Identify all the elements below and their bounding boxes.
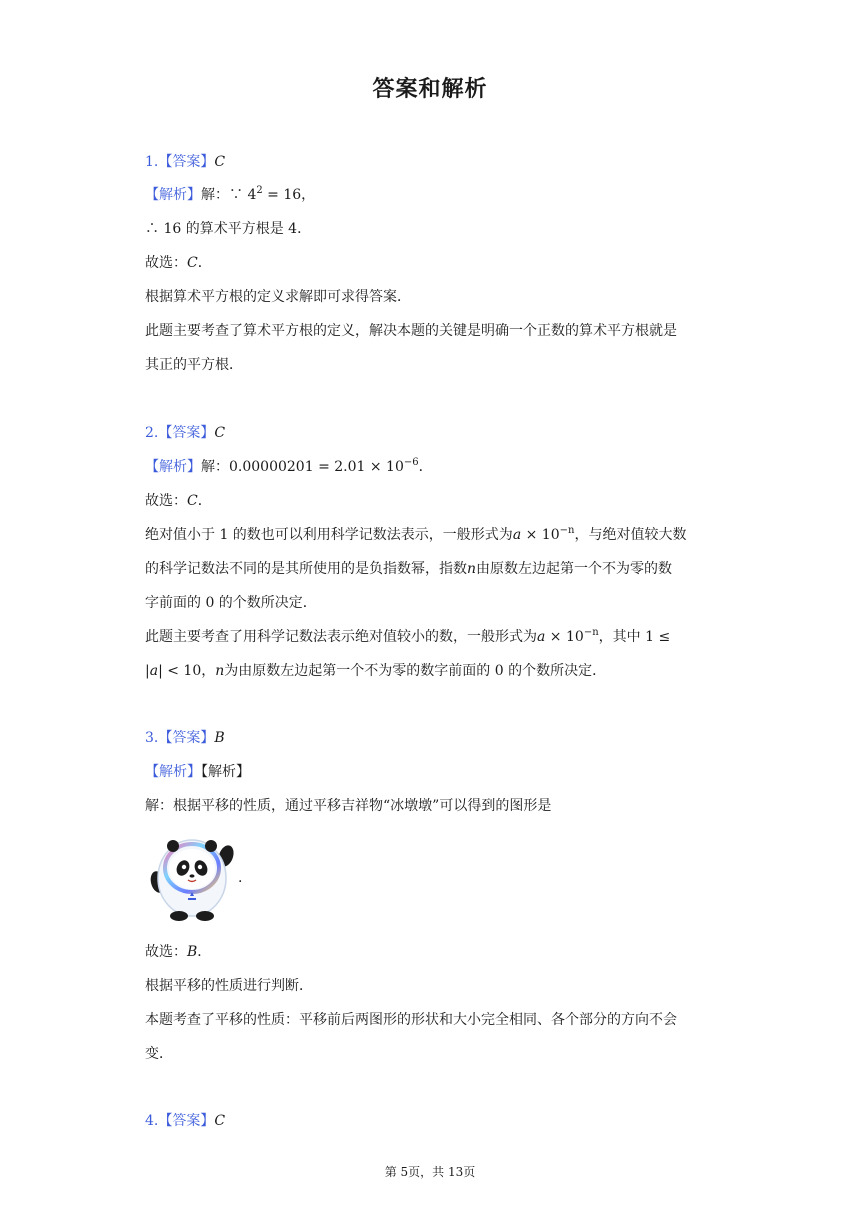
q3-choice-line [145,941,211,961]
q2-text: ，其中 1 ≤ [598,629,671,645]
q2-answer-tag: 【答案】 [158,425,215,441]
q2-text: × 10 [545,629,584,645]
q2-analysis-line-4 [145,558,672,578]
q2-math-var: a [149,663,159,679]
q3-analysis-line-3: 根据平移的性质进行判断． [145,978,313,994]
q2-text: 此题主要考查了用科学记数法表示绝对值较小的数，一般形式为 [145,629,537,645]
q1-number: 1. [145,154,159,170]
q1-analysis-line-6: 其正的平方根． [145,357,243,373]
q3-answer-line [145,727,225,747]
q2-text: ． [418,459,433,475]
q3-analysis-line-4: 本题考查了平移的性质：平移前后两图形的形状和大小完全相同、各个部分的方向不会 [145,1012,677,1028]
page-footer: 第 5页，共 13页 [384,1165,476,1179]
q1-text: 解：∵ 4 [201,187,257,203]
q2-answer-value: C [214,425,226,441]
q3-number: 3. [145,730,159,746]
q2-choice-line [145,490,212,510]
q1-analysis-line-4: 根据算术平方根的定义求解即可求得答案． [145,289,411,305]
q1-answer-value: C [214,154,226,170]
q4-answer-line [145,1110,225,1130]
q3-answer-value: B [214,730,225,746]
q2-math-var: a [512,527,522,543]
q1-analysis-tag: 【解析】 [145,187,201,203]
q2-superscript: −n [559,525,575,536]
q3-analysis-tag: 【解析】 [145,764,201,780]
q2-text: | < 10， [158,663,216,679]
q1-text: ． [197,255,212,271]
q3-text: 故选： [145,944,187,960]
q3-answer-tag: 【答案】 [158,730,215,746]
q4-answer-tag: 【答案】 [158,1113,215,1129]
mascot-panda-image [146,832,238,922]
q2-text: 的科学记数法不同的是其所使用的是负指数幂，指数 [145,561,467,577]
q2-analysis-line-5: 字前面的 0 的个数所决定． [145,595,317,611]
q2-analysis-line-1 [145,456,433,476]
q1-text: = 16， [262,187,316,203]
q1-analysis-line-1 [145,184,315,204]
q2-analysis-line-7 [145,660,606,680]
q2-text: ，与绝对值较大数 [574,527,687,543]
q2-analysis-tag: 【解析】 [145,459,201,475]
q4-number: 4. [145,1113,159,1129]
q2-analysis-line-3 [145,524,686,544]
q2-text: 绝对值小于 1 的数也可以利用科学记数法表示，一般形式为 [145,527,513,543]
q2-superscript: −n [583,627,599,638]
q2-math-var: a [537,629,546,645]
q2-math-var: n [467,561,477,577]
q2-text: 故选： [145,493,187,509]
q1-answer-tag: 【答案】 [158,154,215,170]
q2-math-var: n [215,663,225,679]
q1-text: 故选： [145,255,187,271]
q2-analysis-line-6 [145,626,670,646]
q2-text: ． [197,493,212,509]
q1-answer-line [145,151,225,171]
q3-text: ． [197,944,212,960]
q1-analysis-line-2: ∴ 16 的算术平方根是 4． [145,221,312,237]
q2-choice-value: C [187,493,198,509]
q2-text: | [145,663,150,679]
q1-superscript: 2 [256,185,263,196]
q2-text: 为由原数左边起第一个不为零的数字前面的 0 的个数所决定． [224,663,607,679]
q2-number: 2. [145,425,159,441]
q3-analysis-line-1: 解：根据平移的性质，通过平移吉祥物“冰墩墩”可以得到的图形是 [145,798,552,814]
q2-answer-line [145,422,225,442]
q3-analysis-tags-line [145,761,250,781]
q3-analysis-tag-2: 【解析】 [201,764,250,780]
q3-period: . [238,870,243,886]
q2-text: 解：0.00000201 = 2.01 × 10 [201,459,404,475]
q2-text: × 10 [521,527,560,543]
q4-answer-value: C [214,1113,226,1129]
q1-choice-line [145,252,212,272]
page-title: 答案和解析 [372,77,488,102]
q2-text: 由原数左边起第一个不为零的数 [476,561,673,577]
q2-superscript: −6 [403,457,419,468]
q3-choice-value: B [187,944,198,960]
q1-choice-value: C [187,255,198,271]
q1-analysis-line-5: 此题主要考查了算术平方根的定义，解决本题的关键是明确一个正数的算术平方根就是 [145,323,677,339]
q3-analysis-line-5: 变． [145,1046,173,1062]
